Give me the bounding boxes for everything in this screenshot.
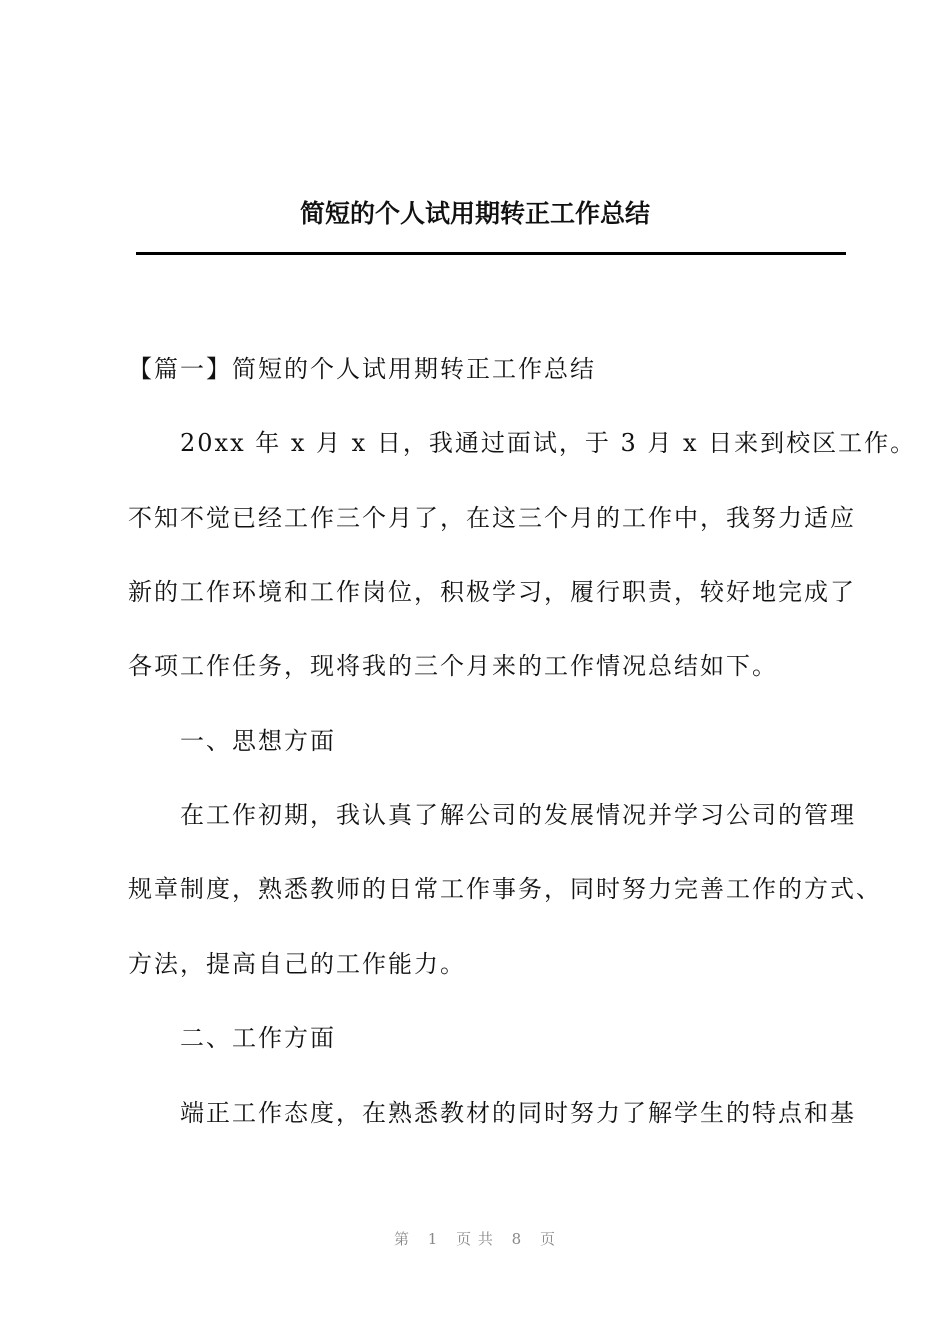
- paragraph-line: 新的工作环境和工作岗位，积极学习，履行职责，较好地完成了: [128, 578, 856, 606]
- page-footer: [0, 1228, 950, 1249]
- paragraph-line: 不知不觉已经工作三个月了，在这三个月的工作中，我努力适应: [128, 504, 856, 532]
- footer-total-pages: 8: [511, 1230, 523, 1248]
- section-heading: 【篇一】简短的个人试用期转正工作总结: [128, 355, 596, 383]
- paragraph-line: 各项工作任务，现将我的三个月来的工作情况总结如下。: [128, 652, 778, 680]
- paragraph-line: 方法，提高自己的工作能力。: [128, 950, 466, 978]
- paragraph-line: 20xx 年 x 月 x 日，我通过面试，于 3 月 x 日来到校区工作。: [180, 429, 917, 457]
- paragraph-line: 在工作初期，我认真了解公司的发展情况并学习公司的管理: [180, 801, 856, 829]
- footer-suffix: 页: [540, 1230, 557, 1248]
- footer-current-page: 1: [427, 1230, 439, 1248]
- title-divider: [136, 252, 846, 255]
- footer-prefix: 第: [393, 1230, 410, 1248]
- paragraph-line: 规章制度，熟悉教师的日常工作事务，同时努力完善工作的方式、: [128, 875, 882, 903]
- page-title: 简短的个人试用期转正工作总结: [299, 199, 650, 228]
- subsection-heading: 一、思想方面: [180, 727, 336, 755]
- paragraph-line: 端正工作态度，在熟悉教材的同时努力了解学生的特点和基: [180, 1099, 856, 1127]
- subsection-heading: 二、工作方面: [180, 1024, 336, 1052]
- footer-mid: 页 共: [456, 1230, 494, 1248]
